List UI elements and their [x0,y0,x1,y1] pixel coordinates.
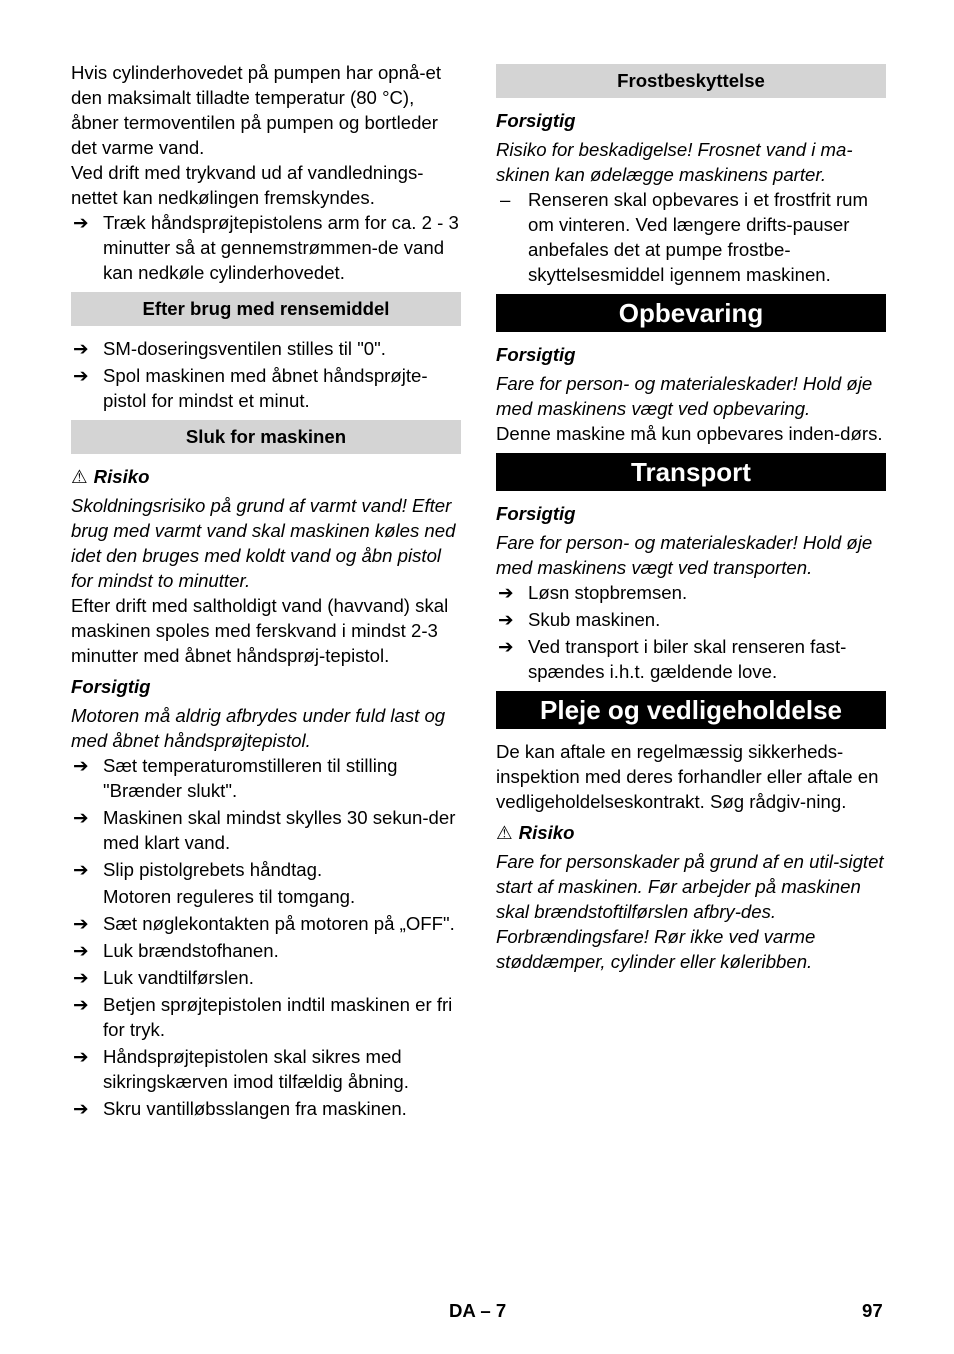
note-text: Efter drift med saltholdigt vand (havvand) skal maskinen spoles med ferskvand i mindst 2-3 minutter med åbnet håndsprøj-tepistol. [71,595,449,666]
step-list [71,753,461,882]
list-item: ➔ Luk brændstofhanen. [73,940,279,961]
list-item: ➔ Håndsprøjtepistolen skal sikres med sikringskærven imod tilfældig åbning. [73,1046,409,1092]
list-item: ➔ Spol maskinen med åbnet håndsprøjte-pistol for mindst et minut. [73,365,428,411]
warning-triangle-icon: ⚠ [71,466,88,487]
chapter-heading: Opbevaring [496,294,886,332]
caution-text: Fare for person- og materialeskader! Hold øje med maskinens vægt ved opbevaring. [496,373,873,419]
caution-label: Forsigtig [496,344,576,365]
arrow-right-icon: ➔ [73,338,89,359]
step-list [71,911,461,1121]
step-list [71,210,461,285]
arrow-right-icon: ➔ [498,582,514,603]
section-heading: Efter brug med rensemiddel [71,292,461,326]
list-item: ➔ Skru vantilløbsslangen fra maskinen. [73,1098,407,1119]
list-item: ➔ Sæt nøglekontakten på motoren på „OFF". [73,913,455,934]
list-item: ➔ Skub maskinen. [498,609,661,630]
dash-list [496,187,886,287]
risk-text: Fare for personskader på grund af en util-sigtet start af maskinen. Før arbejder på maskinen skal brændstoftilførslen afbry-des. [496,851,884,922]
arrow-right-icon: ➔ [73,1098,89,1119]
risk-text: Forbrændingsfare! Rør ikke ved varme støddæmper, cylinder eller køleribben. [496,926,816,972]
intro-paragraph: Hvis cylinderhovedet på pumpen har opnå-et den maksimalt tilladte temperatur (80 °C), åbner termoventilen på pumpen og bortleder det varme vand. [71,62,442,158]
caution-text: Risiko for beskadigelse! Frosnet vand i ma-skinen kan ødelægge maskinens parter. [496,139,853,185]
warning-triangle-icon: ⚠ [496,822,513,843]
chapter-heading: Transport [496,453,886,491]
caution-text: Fare for person- og materialeskader! Hold øje med maskinens vægt ved transporten. [496,532,873,578]
arrow-right-icon: ➔ [498,636,514,657]
arrow-right-icon: ➔ [73,365,89,386]
section-heading: Sluk for maskinen [71,420,461,454]
caution-text: Motoren må aldrig afbrydes under fuld last og med åbnet håndsprøjtepistol. [71,705,446,751]
caution-label: Forsigtig [496,110,576,131]
list-item: ➔ Sæt temperaturomstilleren til stilling "Brænder slukt". [73,755,398,801]
list-item: ➔ Ved transport i biler skal renseren fast-spændes i.h.t. gældende love. [498,636,847,682]
list-item: ➔ Løsn stopbremsen. [498,582,688,603]
step-list [496,580,886,684]
arrow-right-icon: ➔ [73,807,89,828]
arrow-right-icon: ➔ [73,212,89,233]
arrow-right-icon: ➔ [73,913,89,934]
risk-label: ⚠ Risiko [496,822,575,843]
chapter-heading: Pleje og vedligeholdelse [496,691,886,729]
list-item: ➔ Betjen sprøjtepistolen indtil maskinen er fri for tryk. [73,994,453,1040]
arrow-right-icon: ➔ [73,967,89,988]
left-column [71,60,461,1123]
note-text: Denne maskine må kun opbevares inden-dørs. [496,423,883,444]
caution-label: Forsigtig [71,676,151,697]
list-item: ➔ Slip pistolgrebets håndtag. [73,859,323,880]
list-item: ➔ Træk håndsprøjtepistolens arm for ca. 2 - 3 minutter så at gennemstrømmen-de vand kan nedkøle cylinderhovedet. [73,212,459,283]
intro-paragraph: De kan aftale en regelmæssig sikkerheds-inspektion med deres forhandler eller aftale en vedligeholdelseskontrakt. Søg rådgiv-ning. [496,741,879,812]
caution-label: Forsigtig [496,503,576,524]
list-item: – Renseren skal opbevares i et frostfrit rum om vinteren. Ved længere drifts-pauser anbefales det at pumpe frostbe-skyttelsesmiddel igennem maskinen. [500,189,868,285]
arrow-right-icon: ➔ [73,755,89,776]
list-item: ➔ Maskinen skal mindst skylles 30 sekun-der med klart vand. [73,807,456,853]
list-item: ➔ Luk vandtilførslen. [73,967,254,988]
section-heading: Frostbeskyttelse [496,64,886,98]
dash-bullet-icon: – [500,189,511,210]
risk-label: ⚠ Risiko [71,466,150,487]
step-list [71,336,461,413]
arrow-right-icon: ➔ [73,1046,89,1067]
list-item: ➔ SM-doseringsventilen stilles til "0". [73,338,386,359]
intro-paragraph: Ved drift med trykvand ud af vandlednings-nettet kan nedkølingen fremskyndes. [71,162,424,208]
arrow-right-icon: ➔ [73,994,89,1015]
right-column [496,60,886,974]
arrow-right-icon: ➔ [73,940,89,961]
risk-text: Skoldningsrisiko på grund af varmt vand! Efter brug med varmt vand skal maskinen køles ned idet den bruges med koldt vand og åbn pistol for mindst to minutter. [71,495,456,591]
result-text: Motoren reguleres til tomgang. [103,886,356,907]
arrow-right-icon: ➔ [498,609,514,630]
arrow-right-icon: ➔ [73,859,89,880]
footer-chapter-label: DA – 7 [449,1300,507,1321]
page-number: 97 [862,1300,883,1321]
